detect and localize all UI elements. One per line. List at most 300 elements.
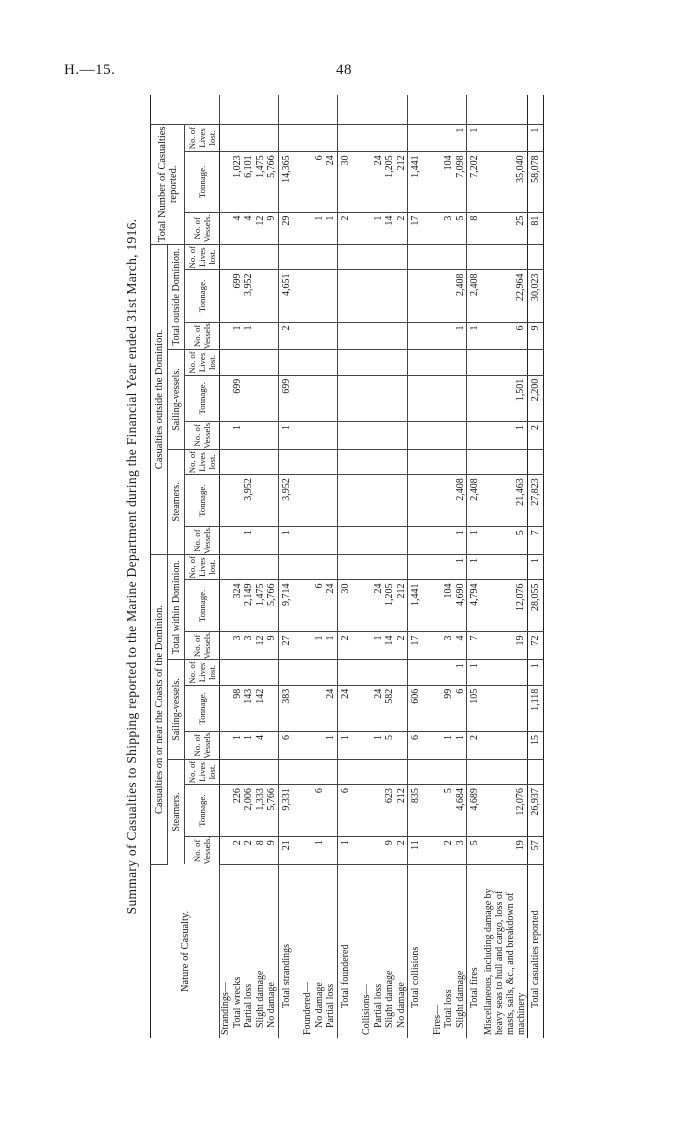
table-cell: 24 bbox=[325, 580, 337, 632]
table-cell bbox=[361, 785, 373, 837]
section-row bbox=[361, 95, 373, 1038]
table-cell bbox=[396, 421, 408, 449]
table-cell: 699 bbox=[232, 375, 244, 421]
table-cell bbox=[384, 449, 396, 474]
column-header-lives: No. of Lives lost. bbox=[185, 449, 220, 474]
table-cell: 27 bbox=[278, 632, 294, 660]
table-cell bbox=[337, 244, 353, 270]
table-cell: 1 bbox=[314, 212, 326, 244]
table-cell bbox=[302, 270, 314, 322]
table-cell bbox=[325, 660, 337, 685]
table-cell bbox=[255, 375, 267, 421]
table-cell bbox=[373, 350, 385, 375]
table-cell bbox=[373, 475, 385, 527]
table-cell: 699 bbox=[278, 375, 294, 421]
table-cell bbox=[302, 212, 314, 244]
table-cell: 99 bbox=[443, 685, 455, 731]
table-cell bbox=[302, 95, 314, 124]
sub-header-steamers: Steamers. bbox=[168, 759, 185, 864]
table-cell bbox=[455, 759, 467, 784]
row-label: Partial loss bbox=[372, 983, 384, 1028]
table-cell bbox=[255, 95, 267, 124]
table-cell: 324 bbox=[232, 580, 244, 632]
table-cell: 35,040 bbox=[483, 152, 528, 212]
casualty-summary-table bbox=[150, 95, 544, 1038]
table-cell bbox=[325, 475, 337, 527]
table-cell: 8 bbox=[255, 837, 267, 865]
table-cell: 212 bbox=[396, 152, 408, 212]
table-cell bbox=[266, 421, 278, 449]
sub-header-total-within: Total within Dominion. bbox=[168, 555, 185, 660]
table-cell bbox=[220, 212, 232, 244]
table-cell bbox=[432, 244, 444, 270]
table-row bbox=[384, 95, 396, 1038]
table-cell: 143 bbox=[243, 685, 255, 731]
table-cell: 14,365 bbox=[278, 152, 294, 212]
table-cell bbox=[266, 124, 278, 152]
table-cell: 98 bbox=[232, 685, 244, 731]
table-cell: 1 bbox=[455, 527, 467, 555]
table-cell bbox=[278, 555, 294, 580]
table-cell bbox=[302, 632, 314, 660]
table-cell bbox=[325, 270, 337, 322]
table-cell: 226 bbox=[232, 785, 244, 837]
table-cell bbox=[314, 421, 326, 449]
table-cell bbox=[396, 350, 408, 375]
table-cell: 2,408 bbox=[455, 270, 467, 322]
table-cell bbox=[337, 95, 353, 124]
table-cell: 1 bbox=[467, 555, 483, 580]
table-cell bbox=[361, 244, 373, 270]
table-cell bbox=[483, 95, 528, 124]
table-cell bbox=[337, 350, 353, 375]
table-cell bbox=[361, 322, 373, 350]
column-header-vessels: No. of Vessels. bbox=[185, 632, 220, 660]
row-label: Slight damage bbox=[254, 970, 266, 1028]
table-row bbox=[314, 95, 326, 1038]
table-cell bbox=[220, 350, 232, 375]
table-cell: 1 bbox=[527, 555, 544, 580]
table-cell bbox=[373, 375, 385, 421]
table-cell: 4,690 bbox=[455, 580, 467, 632]
table-cell bbox=[325, 527, 337, 555]
table-cell bbox=[396, 555, 408, 580]
table-cell bbox=[361, 95, 373, 124]
table-cell bbox=[373, 421, 385, 449]
table-cell bbox=[467, 421, 483, 449]
table-cell bbox=[373, 270, 385, 322]
table-cell bbox=[443, 421, 455, 449]
sub-header-sailing: Sailing-vessels. bbox=[168, 660, 185, 759]
table-cell bbox=[325, 124, 337, 152]
section-row bbox=[302, 95, 314, 1038]
table-cell bbox=[314, 322, 326, 350]
table-cell bbox=[302, 685, 314, 731]
table-cell bbox=[396, 375, 408, 421]
table-cell bbox=[373, 527, 385, 555]
table-cell bbox=[314, 449, 326, 474]
table-cell bbox=[443, 660, 455, 685]
table-cell bbox=[443, 322, 455, 350]
table-cell: 212 bbox=[396, 580, 408, 632]
table-cell: 17 bbox=[408, 632, 424, 660]
table-cell bbox=[467, 449, 483, 474]
table-cell: 26,937 bbox=[527, 785, 544, 837]
table-cell bbox=[255, 270, 267, 322]
table-cell: 5 bbox=[483, 527, 528, 555]
row-label: Total strandings bbox=[278, 864, 294, 1038]
table-cell bbox=[384, 375, 396, 421]
table-cell bbox=[314, 350, 326, 375]
table-cell bbox=[278, 95, 294, 124]
table-cell: 4 bbox=[255, 731, 267, 759]
table-cell: 623 bbox=[384, 785, 396, 837]
table-cell: 104 bbox=[443, 580, 455, 632]
table-cell: 3 bbox=[443, 632, 455, 660]
column-header-tonnage: Tonnage. bbox=[185, 152, 220, 212]
table-cell bbox=[220, 95, 232, 124]
table-cell bbox=[232, 759, 244, 784]
table-cell bbox=[443, 449, 455, 474]
table-cell bbox=[408, 449, 424, 474]
table-cell: 1,441 bbox=[408, 580, 424, 632]
table-cell bbox=[314, 95, 326, 124]
table-cell bbox=[243, 555, 255, 580]
table-cell bbox=[527, 244, 544, 270]
table-cell bbox=[325, 449, 337, 474]
table-cell: 1 bbox=[278, 421, 294, 449]
table-cell bbox=[408, 555, 424, 580]
table-cell bbox=[314, 685, 326, 731]
table-cell: 19 bbox=[483, 632, 528, 660]
table-cell bbox=[266, 555, 278, 580]
table-cell: 1 bbox=[467, 322, 483, 350]
table-cell bbox=[483, 731, 528, 759]
table-cell bbox=[255, 660, 267, 685]
table-cell bbox=[432, 212, 444, 244]
table-row bbox=[255, 95, 267, 1038]
table-cell bbox=[266, 350, 278, 375]
table-cell bbox=[373, 124, 385, 152]
table-cell: 2,006 bbox=[243, 785, 255, 837]
table-cell: 24 bbox=[373, 580, 385, 632]
table-body bbox=[220, 95, 544, 1038]
table-cell bbox=[384, 270, 396, 322]
table-cell bbox=[443, 270, 455, 322]
table-cell bbox=[243, 124, 255, 152]
sub-header-steamers: Steamers. bbox=[168, 449, 185, 554]
table-cell bbox=[384, 527, 396, 555]
table-cell: 1 bbox=[232, 322, 244, 350]
table-cell bbox=[396, 270, 408, 322]
table-cell bbox=[373, 785, 385, 837]
column-header-tonnage: Tonnage. bbox=[185, 475, 220, 527]
table-cell: 5,766 bbox=[266, 580, 278, 632]
table-cell: 2 bbox=[337, 632, 353, 660]
table-cell: 1 bbox=[483, 421, 528, 449]
table-cell bbox=[373, 759, 385, 784]
table-row bbox=[483, 95, 528, 1038]
column-header-vessels: No. of Vessels. bbox=[185, 731, 220, 759]
table-cell bbox=[220, 421, 232, 449]
sub-header-total-outside: Total outside Dominion. bbox=[168, 244, 185, 349]
table-cell bbox=[243, 660, 255, 685]
table-cell: 2 bbox=[396, 632, 408, 660]
table-cell bbox=[443, 350, 455, 375]
table-cell: 6 bbox=[314, 580, 326, 632]
table-cell: 1 bbox=[443, 731, 455, 759]
table-cell bbox=[325, 759, 337, 784]
table-cell bbox=[384, 475, 396, 527]
table-cell bbox=[373, 322, 385, 350]
table-cell bbox=[443, 475, 455, 527]
table-row bbox=[266, 95, 278, 1038]
table-cell bbox=[302, 660, 314, 685]
table-cell: 6 bbox=[455, 685, 467, 731]
table-cell: 7 bbox=[467, 632, 483, 660]
table-cell bbox=[443, 759, 455, 784]
table-cell bbox=[266, 660, 278, 685]
table-cell bbox=[243, 449, 255, 474]
table-cell bbox=[384, 244, 396, 270]
row-label: Slight damage bbox=[384, 970, 395, 1028]
column-header-lives: No. of Lives lost. bbox=[185, 124, 220, 152]
table-cell: 6 bbox=[314, 785, 326, 837]
table-cell bbox=[443, 244, 455, 270]
table-cell: 2 bbox=[278, 322, 294, 350]
column-header-vessels: No. of Vessels. bbox=[185, 322, 220, 350]
table-cell bbox=[361, 124, 373, 152]
table-cell bbox=[220, 580, 232, 632]
table-cell: 582 bbox=[384, 685, 396, 731]
table-cell: 1 bbox=[527, 660, 544, 685]
table-cell: 4,651 bbox=[278, 270, 294, 322]
row-label: Slight damage bbox=[454, 970, 466, 1028]
group-header-within: Casualties on or near the Coasts of the Dominion. bbox=[151, 555, 168, 865]
table-cell: 6 bbox=[314, 152, 326, 212]
table-cell: 606 bbox=[408, 685, 424, 731]
table-cell: 4 bbox=[455, 632, 467, 660]
table-cell bbox=[243, 375, 255, 421]
table-cell: 1 bbox=[278, 527, 294, 555]
table-cell bbox=[373, 95, 385, 124]
table-cell bbox=[527, 759, 544, 784]
table-cell: 1,475 bbox=[255, 152, 267, 212]
row-label: Total casualties reported bbox=[527, 864, 544, 1038]
table-cell bbox=[432, 759, 444, 784]
table-cell bbox=[266, 449, 278, 474]
table-cell: 2 bbox=[443, 837, 455, 865]
table-cell bbox=[325, 244, 337, 270]
table-cell bbox=[325, 350, 337, 375]
table-cell: 11 bbox=[408, 837, 424, 865]
table-cell: 5 bbox=[467, 837, 483, 865]
table-row bbox=[337, 95, 353, 1038]
table-cell: 17 bbox=[408, 212, 424, 244]
table-cell bbox=[302, 152, 314, 212]
table-row bbox=[232, 95, 244, 1038]
row-label: Collisions— bbox=[361, 984, 372, 1035]
table-cell: 2,408 bbox=[467, 475, 483, 527]
table-cell bbox=[432, 124, 444, 152]
table-cell bbox=[432, 632, 444, 660]
column-header-lives: No. of Lives lost. bbox=[185, 759, 220, 784]
row-label: Miscellaneous, including damage by heavy seas to hull and cargo, loss of masts, sails, &c., and breakdown of machinery bbox=[482, 888, 527, 1035]
table-row bbox=[527, 95, 544, 1038]
table-cell bbox=[302, 449, 314, 474]
table-cell bbox=[325, 421, 337, 449]
table-cell: 72 bbox=[527, 632, 544, 660]
table-cell bbox=[455, 449, 467, 474]
table-cell bbox=[408, 527, 424, 555]
table-cell bbox=[266, 759, 278, 784]
table-cell: 12 bbox=[255, 632, 267, 660]
table-cell: 5,766 bbox=[266, 785, 278, 837]
table-cell: 1 bbox=[314, 632, 326, 660]
table-cell bbox=[243, 421, 255, 449]
table-cell bbox=[220, 685, 232, 731]
table-cell bbox=[325, 555, 337, 580]
table-cell: 1 bbox=[455, 555, 467, 580]
table-cell: 25 bbox=[483, 212, 528, 244]
table-cell bbox=[396, 660, 408, 685]
table-cell bbox=[483, 759, 528, 784]
table-cell: 1,333 bbox=[255, 785, 267, 837]
table-cell bbox=[278, 244, 294, 270]
table-cell: 27,823 bbox=[527, 475, 544, 527]
table-cell: 58,078 bbox=[527, 152, 544, 212]
table-cell bbox=[302, 244, 314, 270]
blank-header bbox=[151, 95, 220, 124]
table-cell bbox=[278, 124, 294, 152]
table-cell bbox=[467, 95, 483, 124]
table-cell: 1 bbox=[337, 837, 353, 865]
table-cell: 15 bbox=[527, 731, 544, 759]
table-cell bbox=[361, 350, 373, 375]
table-cell: 1 bbox=[467, 660, 483, 685]
table-cell: 7,202 bbox=[467, 152, 483, 212]
table-cell bbox=[361, 555, 373, 580]
section-row bbox=[432, 95, 444, 1038]
table-cell: 2,149 bbox=[243, 580, 255, 632]
table-cell bbox=[396, 95, 408, 124]
table-cell bbox=[337, 421, 353, 449]
table-cell bbox=[314, 759, 326, 784]
table-cell bbox=[483, 555, 528, 580]
table-cell bbox=[432, 95, 444, 124]
table-cell bbox=[278, 660, 294, 685]
table-cell bbox=[432, 350, 444, 375]
table-cell: 2,408 bbox=[467, 270, 483, 322]
table-cell: 9,714 bbox=[278, 580, 294, 632]
table-cell bbox=[361, 475, 373, 527]
table-cell bbox=[384, 350, 396, 375]
table-cell bbox=[432, 580, 444, 632]
table-cell bbox=[455, 244, 467, 270]
table-cell bbox=[443, 95, 455, 124]
table-cell bbox=[325, 785, 337, 837]
table-cell bbox=[232, 124, 244, 152]
table-cell bbox=[432, 152, 444, 212]
table-cell: 2 bbox=[243, 837, 255, 865]
table-cell bbox=[220, 475, 232, 527]
table-cell bbox=[266, 685, 278, 731]
table-cell bbox=[220, 632, 232, 660]
table-cell: 8 bbox=[467, 212, 483, 244]
table-row bbox=[373, 95, 385, 1038]
table-cell bbox=[220, 759, 232, 784]
table-cell bbox=[432, 270, 444, 322]
table-cell bbox=[408, 475, 424, 527]
table-cell: 2 bbox=[467, 731, 483, 759]
table-cell: 28,055 bbox=[527, 580, 544, 632]
table-cell: 30 bbox=[337, 152, 353, 212]
table-cell bbox=[337, 124, 353, 152]
table-cell: 1 bbox=[243, 731, 255, 759]
column-header-tonnage: Tonnage. bbox=[185, 685, 220, 731]
page-number: 48 bbox=[336, 62, 352, 78]
table-cell bbox=[337, 475, 353, 527]
table-cell bbox=[483, 660, 528, 685]
table-cell bbox=[243, 350, 255, 375]
table-cell bbox=[266, 244, 278, 270]
table-cell bbox=[220, 527, 232, 555]
table-cell bbox=[314, 555, 326, 580]
table-cell: 699 bbox=[232, 270, 244, 322]
table-cell bbox=[266, 270, 278, 322]
table-cell bbox=[243, 244, 255, 270]
table-cell: 21,463 bbox=[483, 475, 528, 527]
table-cell: 3 bbox=[455, 837, 467, 865]
table-cell bbox=[361, 421, 373, 449]
table-cell bbox=[527, 350, 544, 375]
table-cell bbox=[373, 449, 385, 474]
table-cell bbox=[408, 350, 424, 375]
table-cell: 4,684 bbox=[455, 785, 467, 837]
table-cell bbox=[232, 350, 244, 375]
table-cell bbox=[337, 449, 353, 474]
table-cell: 1 bbox=[455, 731, 467, 759]
table-cell bbox=[384, 759, 396, 784]
table-cell bbox=[396, 731, 408, 759]
table-cell bbox=[314, 124, 326, 152]
table-cell: 6 bbox=[408, 731, 424, 759]
table-cell bbox=[361, 580, 373, 632]
table-cell bbox=[396, 449, 408, 474]
table-cell: 1 bbox=[527, 124, 544, 152]
table-cell bbox=[255, 421, 267, 449]
table-cell: 4,689 bbox=[467, 785, 483, 837]
table-cell: 1 bbox=[455, 124, 467, 152]
table-cell bbox=[408, 124, 424, 152]
table-cell: 6 bbox=[337, 785, 353, 837]
row-gap bbox=[353, 95, 361, 1038]
table-cell bbox=[337, 270, 353, 322]
table-cell bbox=[255, 449, 267, 474]
table-cell: 2 bbox=[337, 212, 353, 244]
table-cell bbox=[220, 731, 232, 759]
table-cell bbox=[432, 731, 444, 759]
table-cell: 6 bbox=[278, 731, 294, 759]
table-cell: 30 bbox=[337, 580, 353, 632]
table-cell bbox=[302, 375, 314, 421]
row-gap bbox=[424, 95, 432, 1038]
table-cell bbox=[361, 375, 373, 421]
table-cell bbox=[361, 212, 373, 244]
table-cell: 1,205 bbox=[384, 580, 396, 632]
table-cell bbox=[266, 375, 278, 421]
table-cell: 81 bbox=[527, 212, 544, 244]
